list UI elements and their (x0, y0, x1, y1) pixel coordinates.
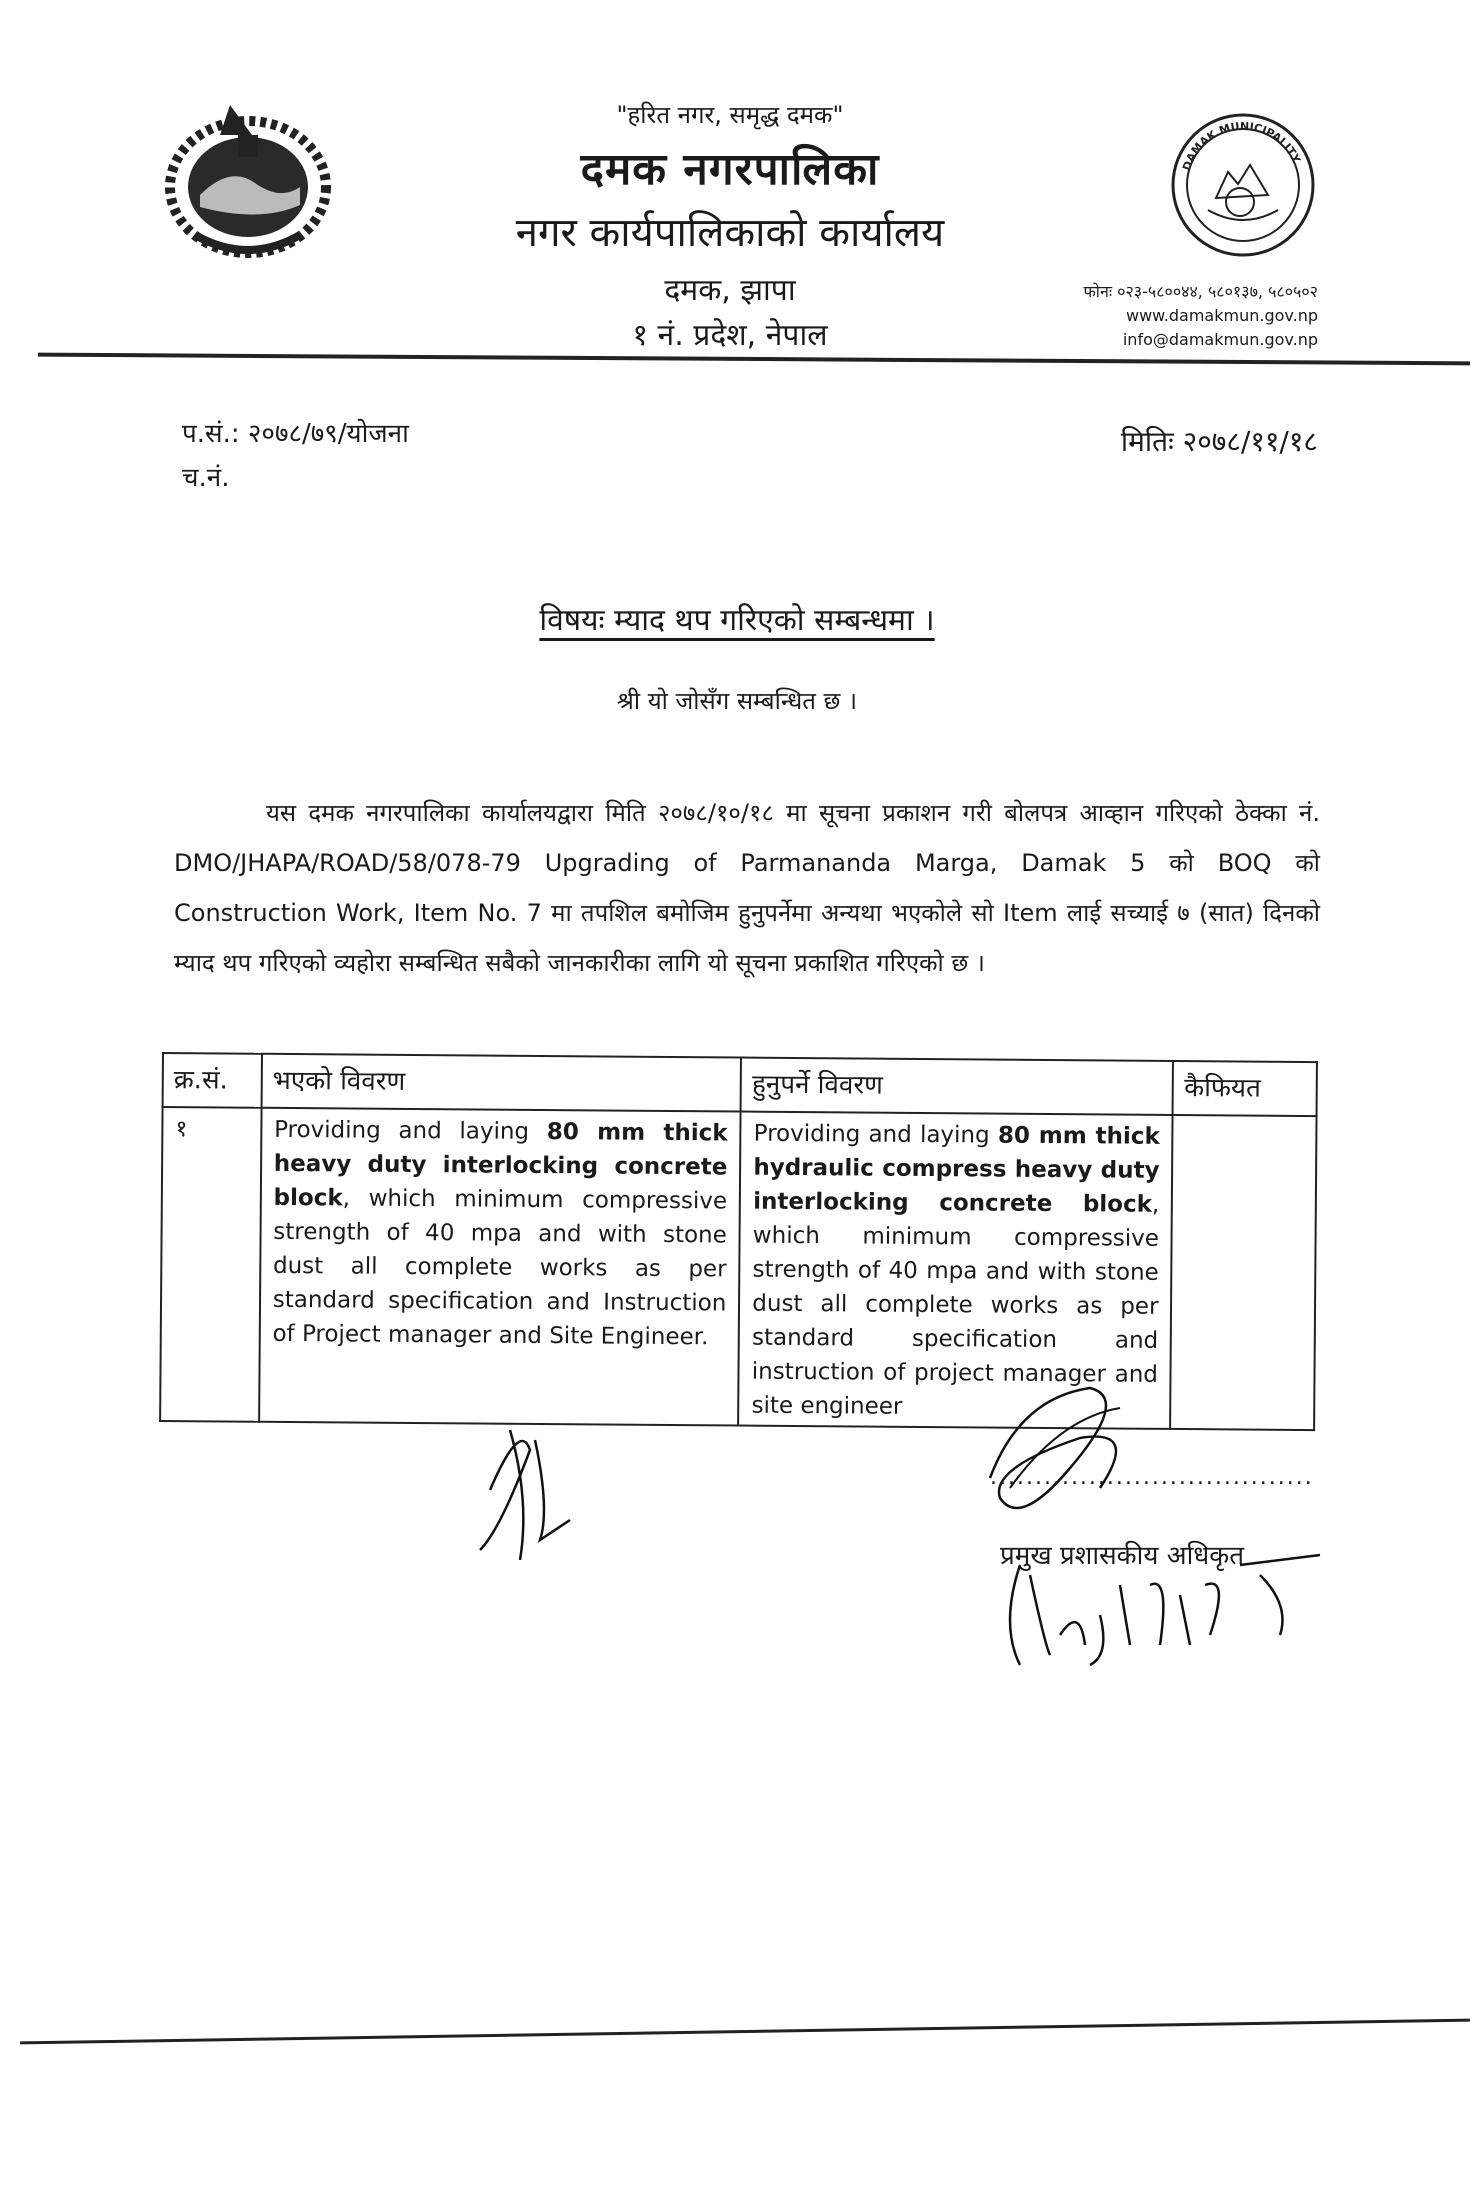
cell-existing: Providing and laying 80 mm thick heavy duty interlocking concrete block, which minimum compressive strength of 40 mpa and with stone dust all complete works as per standard specification and Instruction of Project manager and Site Engineer. (259, 1108, 741, 1426)
signature-right-icon (980, 1378, 1220, 1538)
letter-number: प.सं.: २०७८/७९/योजना (182, 419, 409, 449)
designation: प्रमुख प्रशासकीय अधिकृत (1000, 1541, 1245, 1571)
municipality-logo-icon (1168, 110, 1318, 260)
address-line-2: १ नं. प्रदेश, नेपाल (632, 318, 828, 353)
signature-left-icon (460, 1410, 580, 1560)
email-link[interactable]: info@damakmun.gov.np (1122, 330, 1318, 349)
cell-required: Providing and laying 80 mm thick hydraulic compress heavy duty interlocking concrete block, which minimum compressive strength of 40 mpa and with stone dust all complete works as per standard specification and instruction of project manager and site engineer (738, 1112, 1173, 1429)
handwritten-date-icon (990, 1545, 1330, 1675)
office-name: नगर कार्यपालिकाको कार्यालय (515, 210, 945, 256)
org-name: दमक नगरपालिका (580, 144, 880, 195)
signature-dots: .................................... (990, 1465, 1314, 1490)
website-link[interactable]: www.damakmun.gov.np (1126, 306, 1318, 325)
header-remarks: कैफियत (1173, 1061, 1317, 1116)
address-line-1: दमक, झापा (664, 273, 796, 308)
letter-date: मितिः २०७८/११/१८ (1120, 425, 1318, 458)
reference-block (182, 412, 409, 500)
phone-numbers: फोनः ०२३-५८००४४, ५८०१३७, ५८०५०२ (1083, 282, 1318, 301)
motto: "हरित नगर, समृद्ध दमक" (616, 101, 844, 129)
svg-text:DAMAK MUNICIPALITY: DAMAK MUNICIPALITY (1180, 119, 1303, 173)
subject-text: विषयः म्याद थप गरिएको सम्बन्धमा । (539, 603, 935, 638)
nepal-emblem-icon (160, 95, 335, 260)
header-serial: क्र.सं. (163, 1053, 262, 1108)
header-existing: भएको विवरण (261, 1054, 741, 1112)
cell-serial: १ (160, 1107, 261, 1422)
addressee: श्री यो जोसँग सम्बन्धित छ । (616, 687, 858, 715)
letterhead (420, 98, 1040, 354)
body-paragraph (174, 788, 1320, 988)
subject-line (0, 598, 1474, 639)
footer-divider (20, 2019, 1470, 2045)
header-required: हुनुपर्ने विवरण (741, 1058, 1174, 1115)
dispatch-number: च.नं. (182, 463, 230, 493)
body-text: यस दमक नगरपालिका कार्यालयद्वारा मिति २०७८/१०/१८ मा सूचना प्रकाशन गरी बोलपत्र आव्हान गरिएको ठेक्का नं. DMO/JHAPA/ROAD/58/078-79 Upgrading of Parmananda Marga, Damak 5 को BOQ को Construction Work, Item No. 7 मा तपशिल बमोजिम हुनुपर्नेमा अन्यथा भएकोले सो Item लाई सच्याई ७ (सात) दिनको म्याद थप गरिएको व्यहोरा सम्बन्धित सबैको जानकारीका लागि यो सूचना प्रकाशित गरिएको छ । (174, 799, 1320, 977)
header-divider (38, 353, 1470, 366)
details-table (159, 1052, 1318, 1431)
contact-block (1083, 280, 1318, 352)
table-header-row (163, 1053, 1317, 1116)
